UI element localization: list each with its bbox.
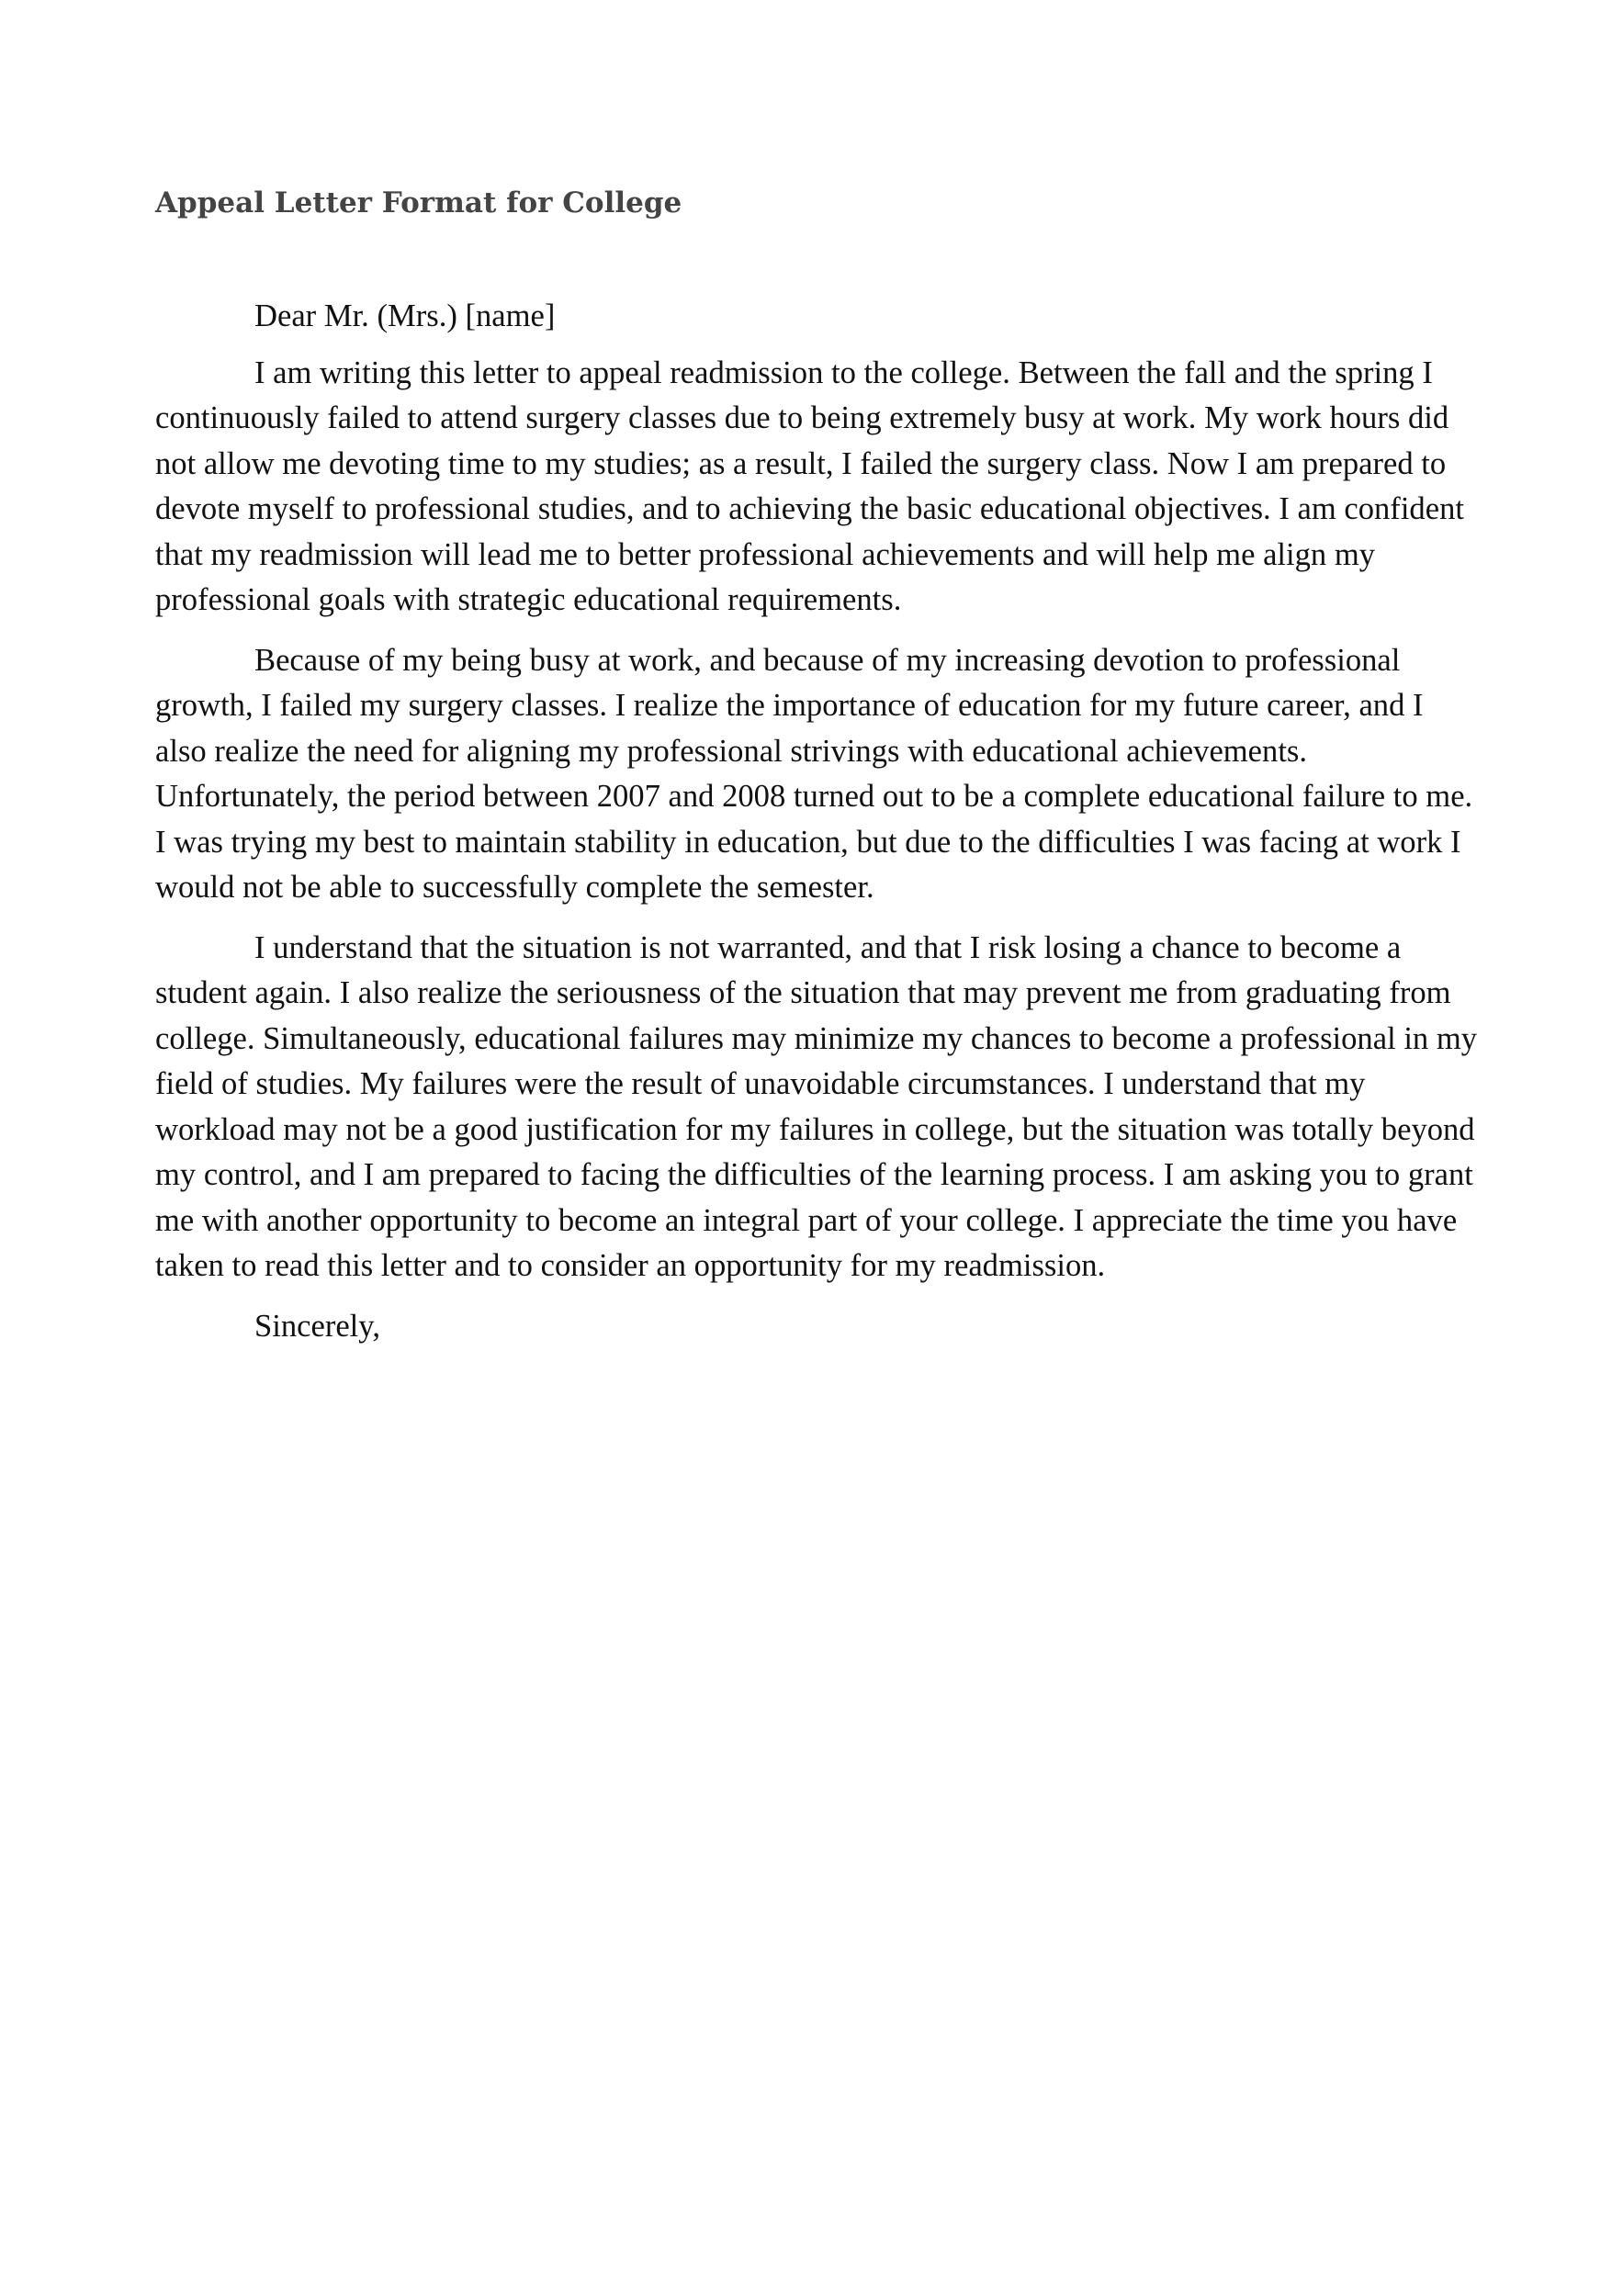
letter-body — [155, 294, 1478, 1364]
letter-paragraph-3: I understand that the situation is not warranted, and that I risk losing a chance to become a student again. I also realize the seriousness of the situation that may prevent me from graduating from college. Simultaneously, educational failures may minimize my chances to become a professional in my field of studies. My failures were the result of unavoidable circumstances. I understand that my workload may not be a good justification for my failures in college, but the situation was totally beyond my control, and I am prepared to facing the difficulties of the learning process. I am asking you to grant me with another opportunity to become an integral part of your college. I appreciate the time you have taken to read this letter and to consider an opportunity for my readmission. — [155, 929, 1478, 1283]
letter-paragraph-2: Because of my being busy at work, and because of my increasing devotion to professional growth, I failed my surgery classes. I realize the importance of education for my future career, and I also realize the need for aligning my professional strivings with educational achievements. Unfortunately, the period between 2007 and 2008 turned out to be a complete educational failure to me. I was trying my best to maintain stability in education, but due to the difficulties I was facing at work I would not be able to successfully complete the semester. — [155, 642, 1473, 905]
letter-closing: Sincerely, — [254, 1308, 380, 1344]
letter-paragraph-1: I am writing this letter to appeal readmission to the college. Between the fall and the spring I continuously failed to attend surgery classes due to being extremely busy at work. My work hours did not allow me devoting time to my studies; as a result, I failed the surgery class. Now I am prepared to devote myself to professional studies, and to achieving the basic educational objectives. I am confident that my readmission will lead me to better professional achievements and will help me align my professional goals with strategic educational requirements. — [155, 355, 1464, 617]
document-title: Appeal Letter Format for College — [155, 186, 682, 219]
letter-salutation: Dear Mr. (Mrs.) [name] — [254, 298, 556, 333]
